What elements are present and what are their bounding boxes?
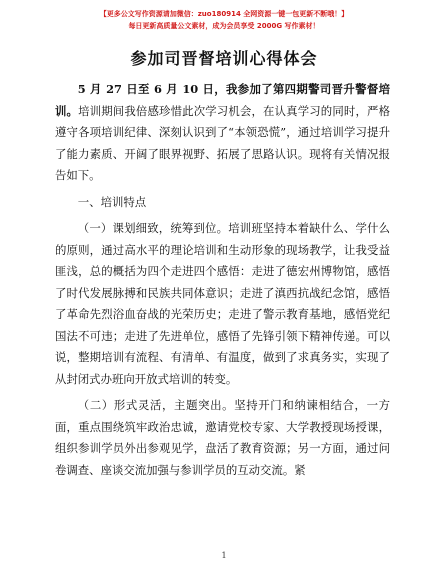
intro-continuation: 培训期间我倍感珍惜此次学习机会，在认真学习的同时，严格遵守各项培训纪律、深刻认识到了“本领恐慌”，通过培训学习提升了能力素质、开阔了眼界视野、拓展了思路认识。现将有关情况报告如下。 [55, 103, 390, 182]
section-heading: 一、培训特点 [77, 194, 147, 209]
promo-banner-line1: 【更多公文写作资源请加微信：zuo180914 全网资源一键一包更新不断哦！】 [99, 10, 349, 18]
document-title: 参加司晋督培训心得体会 [130, 49, 318, 68]
body-paragraph: （一）课划细致，统筹到位。培训班坚持本着缺什么、学什么的原则，通过高水平的理论培训和生动形象的现场教学，让我受益匪浅，总的概括为四个走进四个感悟：走进了德宏州博物馆，感悟了时代发展脉搏和民族共同体意识；走进了滇西抗战纪念馆，感悟了革命先烈浴血奋战的光荣历史；走进了警示教育基地，感悟党纪国法不可违；走进了先进单位，感悟了先锋引领下精神传递。可以说，整期培训有流程、有清单、有温度，做到了求真务实，实现了从封闭式办班向开放式培训的转变。 [55, 221, 390, 386]
intro-date: 5 月 27 日至 6 月 10 日， [77, 82, 226, 96]
intro-paragraph [55, 79, 390, 187]
body-paragraph: （二）形式灵活，主题突出。坚持开门和纳谏相结合，一方面，重点围绕筑牢政治忠诚，邀请党校专家、大学教授现场授课，组织参训学员外出参观见学，盘活了教育资源；另一方面，通过问卷调查、座谈交流加强与参训学员的互动交流。紧 [55, 398, 390, 477]
promo-banner-line2: 每日更新高质量公文素材，成为会员享受 2000G 写作素材！ [128, 22, 320, 30]
intro-lead: 我参加了第四期警司晋升警督培训。 [55, 82, 390, 118]
document-body [55, 79, 390, 481]
page-number: 1 [221, 551, 227, 560]
